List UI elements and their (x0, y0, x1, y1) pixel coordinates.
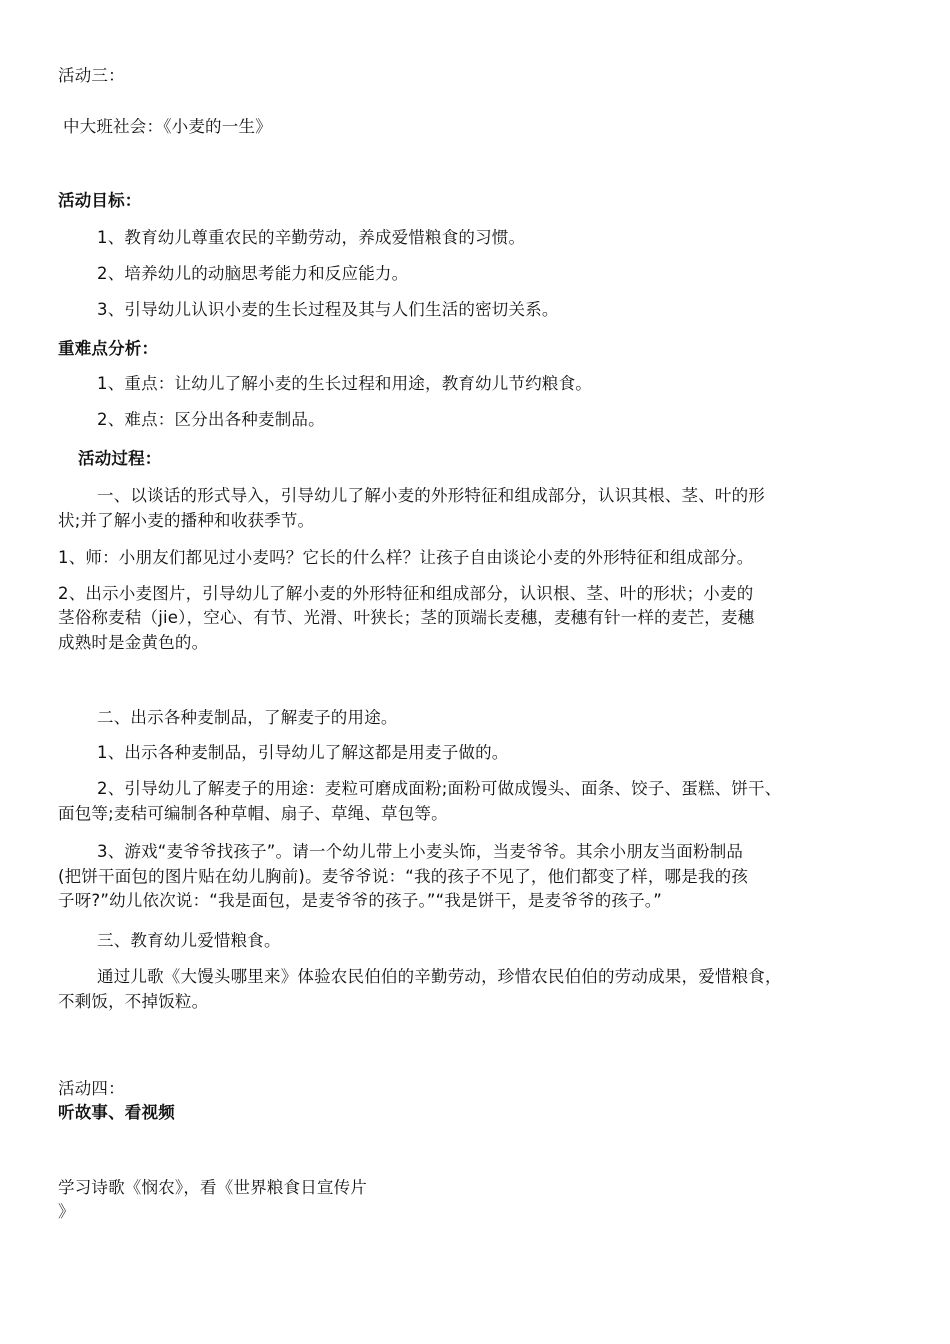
activity4-body-line2: 》 (58, 1202, 75, 1221)
part1-step2-line3: 成熟时是金黄色的。 (58, 633, 209, 652)
part2-step1: 1、出示各种麦制品，引导幼儿了解这都是用麦子做的。 (97, 743, 509, 762)
part1-step2-line2: 茎俗称麦秸（jie），空心、有节、光滑、叶狭长；茎的顶端长麦穗，麦穗有针一样的麦芒，麦穗 (58, 608, 755, 627)
goal-item: 2、培养幼儿的动脑思考能力和反应能力。 (97, 264, 409, 283)
goals-heading: 活动目标： (58, 191, 142, 210)
activity4-body-line1: 学习诗歌《悯农》，看《世界粮食日宣传片 (58, 1178, 368, 1197)
part2-step3-line2: (把饼干面包的图片贴在幼儿胸前)。麦爷爷说：“我的孩子不见了，他们都变了样，哪是我的孩 (58, 867, 749, 886)
part2-step3-line1: 3、游戏“麦爷爷找孩子”。请一个幼儿带上小麦头饰，当麦爷爷。其余小朋友当面粉制品 (97, 842, 744, 861)
key-points-heading: 重难点分析： (58, 339, 159, 358)
activity3-label: 活动三： (58, 66, 125, 85)
part3-body-line2: 不剩饭，不掉饭粒。 (58, 992, 209, 1011)
part1-step2-line1: 2、出示小麦图片，引导幼儿了解小麦的外形特征和组成部分，认识根、茎、叶的形状；小麦的 (58, 584, 754, 603)
part3-body-line1: 通过儿歌《大馒头哪里来》体验农民伯伯的辛勤劳动，珍惜农民伯伯的劳动成果，爱惜粮食， (97, 967, 782, 986)
part1-intro-line2: 状;并了解小麦的播种和收获季节。 (58, 511, 315, 530)
part2-step3-line3: 子呀?”幼儿依次说：“我是面包，是麦爷爷的孩子。”“我是饼干，是麦爷爷的孩子。” (58, 891, 662, 910)
part3-intro: 三、教育幼儿爱惜粮食。 (97, 931, 281, 950)
key-point-item: 1、重点：让幼儿了解小麦的生长过程和用途，教育幼儿节约粮食。 (97, 374, 592, 393)
activity4-label: 活动四： (58, 1079, 125, 1098)
process-heading: 活动过程： (78, 449, 162, 468)
key-point-item: 2、难点：区分出各种麦制品。 (97, 410, 325, 429)
goal-item: 1、教育幼儿尊重农民的辛勤劳动，养成爱惜粮食的习惯。 (97, 228, 526, 247)
part1-step1: 1、师：小朋友们都见过小麦吗？它长的什么样？让孩子自由谈论小麦的外形特征和组成部分。 (58, 548, 754, 567)
part2-step2-line1: 2、引导幼儿了解麦子的用途：麦粒可磨成面粉;面粉可做成馒头、面条、饺子、蛋糕、饼干、 (97, 779, 782, 798)
goal-item: 3、引导幼儿认识小麦的生长过程及其与人们生活的密切关系。 (97, 300, 559, 319)
activity3-title: 中大班社会：《小麦的一生》 (63, 117, 272, 136)
part2-step2-line2: 面包等;麦秸可编制各种草帽、扇子、草绳、草包等。 (58, 804, 448, 823)
activity4-title: 听故事、看视频 (58, 1103, 175, 1122)
part2-intro: 二、出示各种麦制品，了解麦子的用途。 (97, 708, 398, 727)
part1-intro-line1: 一、以谈话的形式导入，引导幼儿了解小麦的外形特征和组成部分，认识其根、茎、叶的形 (97, 486, 765, 505)
